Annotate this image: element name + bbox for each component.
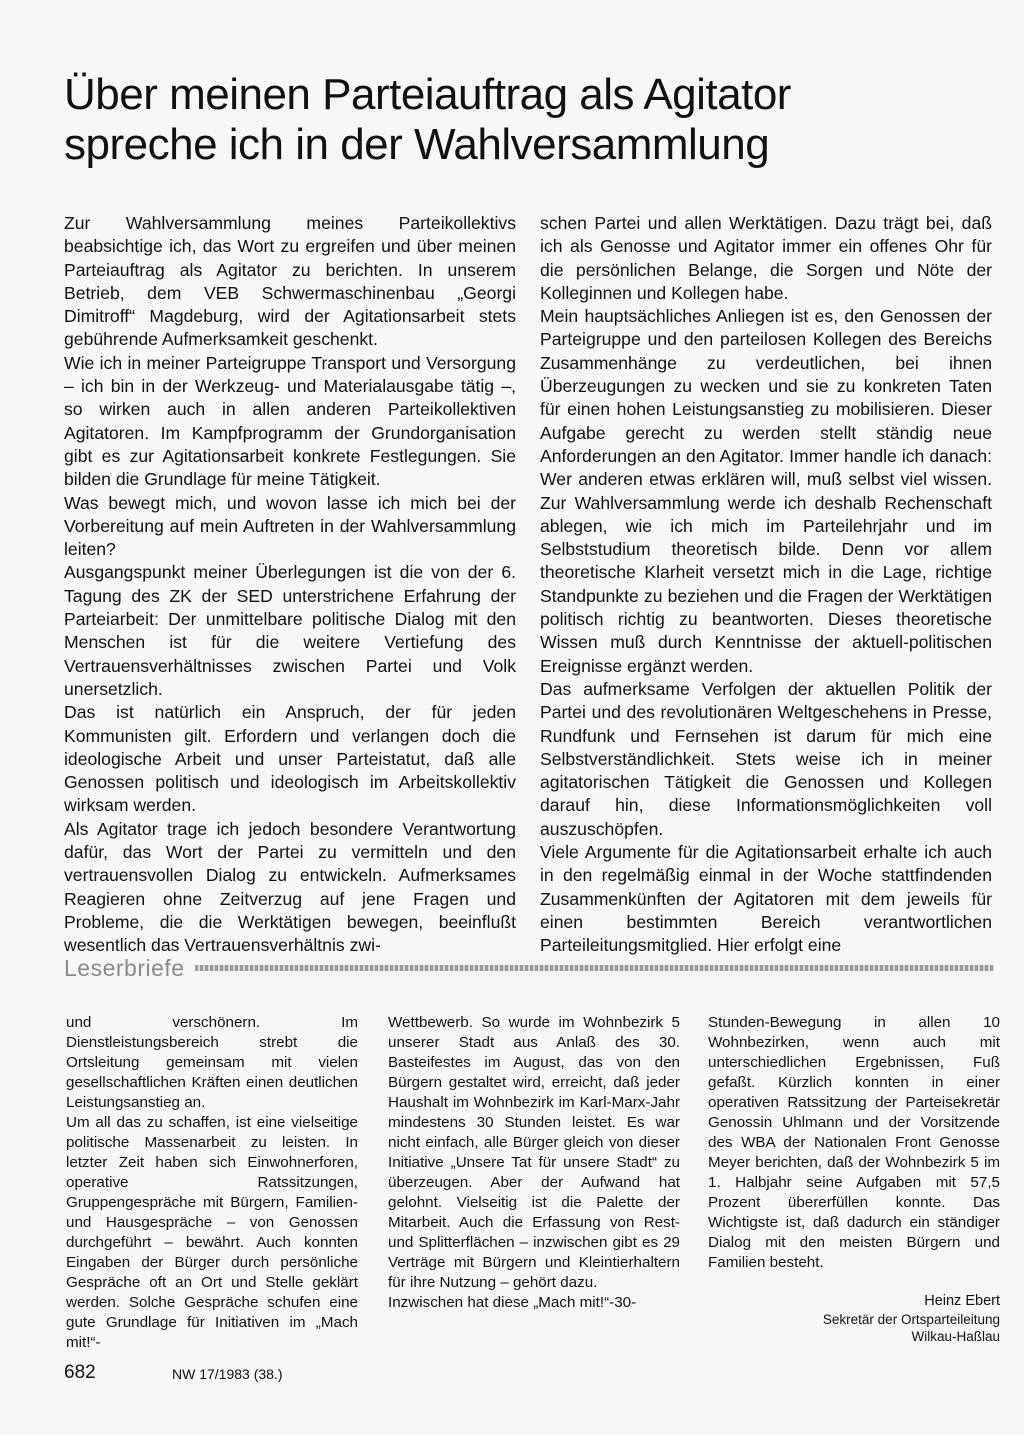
paragraph: Was bewegt mich, und wovon lasse ich mich bei der Vorbereitung auf mein Auftreten in der Wahlversammlung leiten? xyxy=(64,492,516,560)
paragraph: Zur Wahlversammlung meines Parteikollektivs beabsichtige ich, das Wort zu ergreifen und über meinen Parteiauftrag als Agitator zu berichten. In unserem Betrieb, dem VEB Schwermaschinenbau „Georgi Dimitroff“ Magdeburg, wird der Agitationsarbeit stets gebührende Aufmerksamkeit geschenkt. xyxy=(64,213,516,350)
title-line-2: spreche ich in der Wahlversammlung xyxy=(64,120,770,169)
paragraph: Wettbewerb. So wurde im Wohnbezirk 5 unserer Stadt aus Anlaß des 30. Basteifestes im August, das von den Bürgern gestaltet wird, erreicht, daß jeder Haushalt im Wohnbezirk im Karl-Marx-Jahr mindestens 30 Stunden leistet. Es war nicht einfach, alle Bürger gleich von dieser Initiative „Unsere Tat für unsere Stadt“ zu überzeugen. Aber der Aufwand hat gelohnt. Vielseitig ist die Palette der Mitarbeit. Auch die Erfassung von Rest- und Splitterflächen – inzwischen gibt es 29 Verträge mit Bürgern und Kleintierhaltern für ihre Nutzung – gehört dazu. xyxy=(388,1014,680,1291)
letter-column-3 xyxy=(708,1013,1000,1345)
author-location: Wilkau-Haßlau xyxy=(911,1329,1000,1344)
author-name: Heinz Ebert xyxy=(924,1293,1000,1309)
author-role: Sekretär der Ortsparteileitung xyxy=(822,1312,1000,1327)
article-right-column xyxy=(540,212,992,958)
letter-column-1 xyxy=(66,1013,358,1353)
section-header xyxy=(64,952,994,984)
paragraph: Ausgangspunkt meiner Überlegungen ist die von der 6. Tagung des ZK der SED unterstrichene Erfahrung der Parteiarbeit: Der unmittelbare politische Dialog mit den Menschen ist für die weitere Vertiefung des Vertrauensverhältnisses zwischen Partei und Volk unersetzlich. xyxy=(64,562,516,699)
paragraph: Mein hauptsächliches Anliegen ist es, den Genossen der Parteigruppe und den parteilosen Kollegen des Bereichs Zusammenhänge zu verdeutlichen, bei ihnen Überzeugungen zu wecken und sie zu konkreten Taten für einen hohen Leistungsanstieg zu mobilisieren. Dieser Aufgabe gerecht zu werden stellt ständig neue Anforderungen an den Agitator. Immer handle ich danach: Wer anderen etwas erklären will, muß selbst viel wissen. Zur Wahlversammlung werde ich deshalb Rechenschaft ablegen, wie ich mich im Parteilehrjahr und im Selbststudium theoretisch bilde. Denn vor allem theoretische Klarheit versetzt mich in die Lage, richtige Standpunkte zu beziehen und die Fragen der Werktätigen politisch richtig zu beantworten. Dieses theoretische Wissen muß durch Kenntnisse der aktuell-politischen Ereignisse ergänzt werden. xyxy=(540,306,992,676)
paragraph: Wie ich in meiner Parteigruppe Transport und Versorgung – ich bin in der Werkzeug- und Materialausgabe tätig –, so wirken auch in allen anderen Parteikollektiven Agitatoren. Im Kampfprogramm der Grundorganisation gibt es zur Agitationsarbeit konkrete Festlegungen. Sie bilden die Grundlage für meine Tätigkeit. xyxy=(64,352,516,490)
paragraph: Als Agitator trage ich jedoch besondere Verantwortung dafür, das Wort der Partei zu vermitteln und den vertrauensvollen Dialog zu entwickeln. Aufmerksames Reagieren ohne Zeitverzug auf jene Fragen und Probleme, die die Werktätigen bewegen, beeinflußt wesentlich das Vertrauensverhältnis zwi- xyxy=(64,818,516,956)
section-divider xyxy=(195,965,994,971)
title-line-1: Über meinen Parteiauftrag als Agitator xyxy=(64,70,791,119)
paragraph: Inzwischen hat diese „Mach mit!“-30- xyxy=(388,1294,637,1311)
paragraph: Das aufmerksame Verfolgen der aktuellen Politik der Partei und des revolutionären Weltgeschehens in Presse, Rundfunk und Fernsehen ist darum für mich eine Selbstverständlichkeit. Stets weise ich in meiner agitatorischen Tätigkeit die Genossen und Kollegen darauf hin, diese Informationsmöglichkeiten voll auszuschöpfen. xyxy=(540,678,992,839)
issue-reference: NW 17/1983 (38.) xyxy=(172,1366,283,1382)
paragraph: und verschönern. Im Dienstleistungsbereich strebt die Ortsleitung gemeinsam mit vielen gesellschaftlichen Kräften einen deutlichen Leistungsanstieg an. xyxy=(66,1014,358,1111)
paragraph: Stunden-Bewegung in allen 10 Wohnbezirken, wenn auch mit unterschiedlichen Ergebnissen, Fuß gefaßt. Kürzlich konnten in einer operativen Ratssitzung der Parteisekretär Genossin Uhlmann und der Vorsitzende des WBA der Nationalen Front Genosse Meyer berichten, daß der Wohnbezirk 5 im 1. Halbjahr seine Aufgaben mit 57,5 Prozent übererfüllen konnte. Das Wichtigste ist, daß dadurch ein ständiger Dialog mit den meisten Bürgern und Familien besteht. xyxy=(708,1014,1000,1271)
paragraph: Um all das zu schaffen, ist eine vielseitige politische Massenarbeit zu leisten. In letzter Zeit haben sich Einwohnerforen, operative Ratssitzungen, Gruppengespräche mit Bürgern, Familien- und Hausgespräche – von Genossen durchgeführt – bewährt. Auch konnten Eingaben der Bürger durch persönliche Gespräche oft an Ort und Stelle geklärt werden. Solche Gespräche schufen eine gute Grundlage für Initiativen im „Mach mit!“- xyxy=(66,1114,358,1351)
signature-block xyxy=(708,1291,1000,1345)
paragraph: Das ist natürlich ein Anspruch, der für jeden Kommunisten gilt. Erfordern und verlangen doch die ideologische Arbeit und unser Parteistatut, daß alle Genossen politisch und ideologisch im Arbeitskollektiv wirksam werden. xyxy=(64,702,516,816)
letter-column-2 xyxy=(388,1013,680,1313)
paragraph: schen Partei und allen Werktätigen. Dazu trägt bei, daß ich als Genosse und Agitator immer ein offenes Ohr für die persönlichen Belange, die Sorgen und Nöte der Kolleginnen und Kollegen habe. xyxy=(540,213,992,303)
article-title xyxy=(64,70,964,170)
article-left-column xyxy=(64,212,516,958)
paragraph: Viele Argumente für die Agitationsarbeit erhalte ich auch in den regelmäßig einmal in der Woche stattfindenden Zusammenkünften der Agitatoren mit dem jeweils für einen bestimmten Bereich verantwortlichen Parteileitungsmitglied. Hier erfolgt eine xyxy=(540,842,992,956)
page-number: 682 xyxy=(64,1362,96,1383)
section-label: Leserbriefe xyxy=(64,954,185,981)
